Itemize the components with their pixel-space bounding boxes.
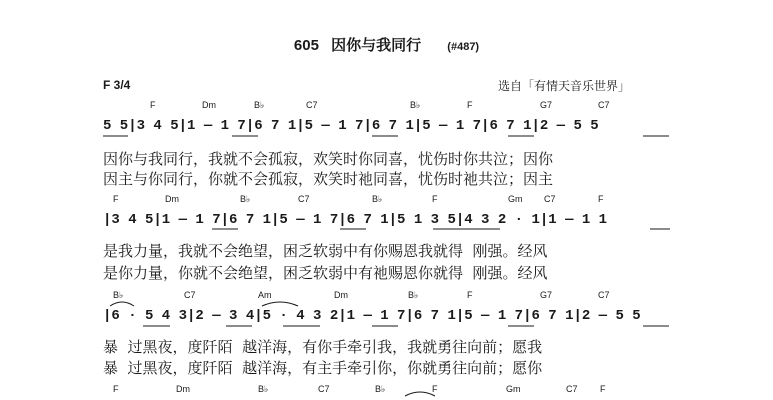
chord: C7: [598, 100, 610, 110]
chord: Dm: [334, 290, 348, 300]
chord: F: [467, 100, 473, 110]
chord: C7: [544, 194, 556, 204]
chord: C7: [298, 194, 310, 204]
notation-line-1: 5 5|3 4 5|1 — 1 7|6 7 1|5 — 1 7|6 7 1|5 — 1 7|6 7 1|2 — 5 5: [103, 118, 599, 134]
chord: F: [598, 194, 604, 204]
song-number: 605: [293, 37, 319, 54]
chord: G7: [540, 100, 553, 110]
chord: C7: [306, 100, 318, 110]
chord: Am: [258, 290, 272, 300]
chord: Dm: [176, 384, 190, 394]
lyrics-verse-2: 暴 过黑夜，度阡陌 越洋海，有主手牵引你，你就勇往向前；愿你: [103, 359, 543, 377]
chord: B♭: [410, 100, 421, 110]
key-signature: F 3/4: [103, 78, 131, 92]
chord: B♭: [113, 290, 124, 300]
chord: C7: [184, 290, 196, 300]
song-name: 因你与我同行: [331, 36, 422, 54]
chord: B♭: [254, 100, 265, 110]
chord: Dm: [202, 100, 216, 110]
chord: C7: [598, 290, 610, 300]
lyrics-verse-1: 是我力量，我就不会绝望，困乏软弱中有你赐恩我就得 刚强。经风: [103, 242, 548, 260]
chord: F: [432, 194, 438, 204]
song-code: (#487): [447, 41, 480, 53]
lyrics-verse-2: 是你力量，你就不会绝望，困乏软弱中有祂赐恩你就得 刚强。经风: [103, 264, 548, 282]
chord: F: [113, 384, 119, 394]
chord: F: [150, 100, 156, 110]
chord: B♭: [240, 194, 251, 204]
chord: F: [432, 384, 438, 394]
chord: B♭: [375, 384, 386, 394]
chord: B♭: [408, 290, 419, 300]
chord: F: [600, 384, 606, 394]
chord: B♭: [372, 194, 383, 204]
chord: Gm: [506, 384, 521, 394]
notation-line-2: |3 4 5|1 — 1 7|6 7 1|5 — 1 7|6 7 1|5 1 3 5|4 3 2 · 1|1 — 1 1: [103, 212, 608, 228]
lyrics-verse-1: 暴 过黑夜，度阡陌 越洋海，有你手牵引我，我就勇往向前；愿我: [103, 338, 543, 356]
source-credit: 选自「有情天音乐世界」: [498, 79, 631, 93]
chord: F: [113, 194, 119, 204]
chord: Gm: [508, 194, 523, 204]
notation-line-3: |6 · 5 4 3|2 — 3 4|5 · 4 3 2|1 — 1 7|6 7 1|5 — 1 7|6 7 1|2 — 5 5: [103, 308, 641, 324]
lyrics-verse-2: 因主与你同行，你就不会孤寂，欢笑时祂同喜，忧伤时祂共泣；因主: [103, 170, 554, 188]
chord: Dm: [165, 194, 179, 204]
chord: B♭: [258, 384, 269, 394]
chord: G7: [540, 290, 553, 300]
chord: C7: [318, 384, 330, 394]
chord: F: [467, 290, 473, 300]
lyrics-verse-1: 因你与我同行，我就不会孤寂，欢笑时你同喜，忧伤时你共泣；因你: [103, 150, 554, 168]
chord: C7: [566, 384, 578, 394]
